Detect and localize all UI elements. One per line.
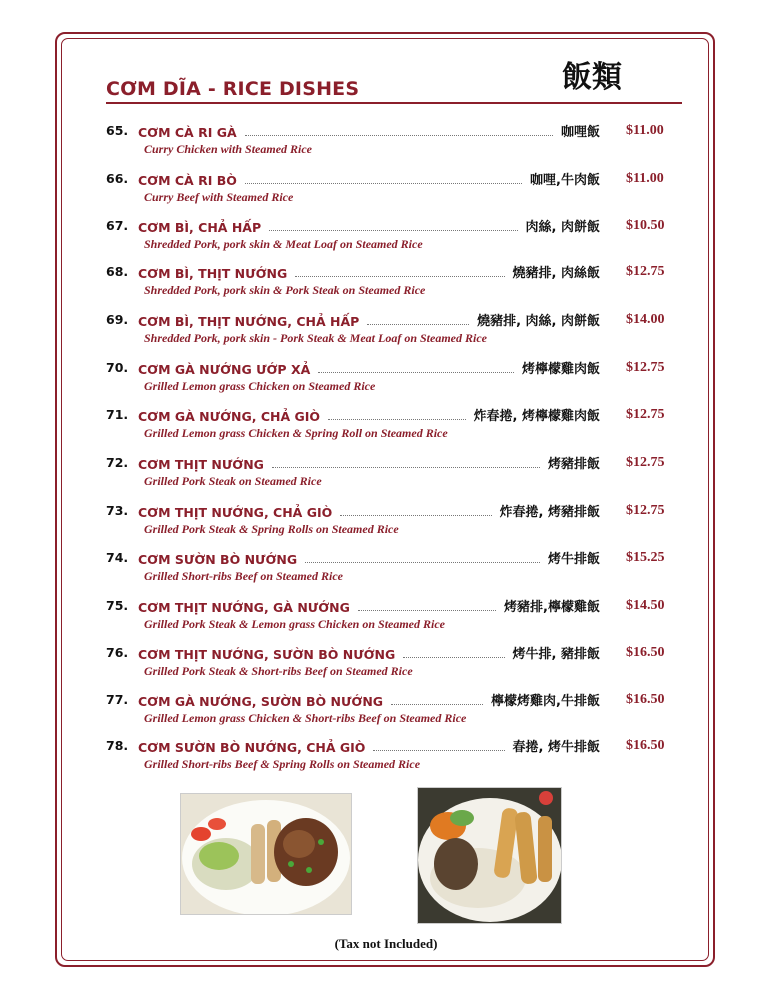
menu-item-description: Shredded Pork, pork skin - Pork Steak & Meat Loaf on Steamed Rice [144,331,487,345]
menu-item-number: 65. [106,123,129,138]
menu-item-number: 68. [106,264,129,279]
section-header [106,56,682,104]
menu-item-number: 69. [106,312,129,327]
menu-item-description: Grilled Pork Steak on Steamed Rice [144,474,322,488]
menu-item-chinese-name: 春捲, 烤牛排飯 [512,740,600,755]
dot-leader [295,275,504,277]
menu-item-name-line [138,264,600,281]
menu-item-description: Curry Beef with Steamed Rice [144,190,294,204]
menu-item [0,407,772,447]
menu-item-number: 70. [106,360,129,375]
menu-item-description: Grilled Short-ribs Beef on Steamed Rice [144,569,343,583]
menu-item-chinese-name: 烤豬排飯 [547,457,600,472]
menu-item-description: Grilled Pork Steak & Short-ribs Beef on Steamed Rice [144,664,413,678]
section-title: CƠM DĨA - RICE DISHES [106,78,360,100]
menu-item-price: $12.75 [626,264,665,279]
menu-item-name-line [138,360,600,377]
menu-item-description: Grilled Short-ribs Beef & Spring Rolls on Steamed Rice [144,757,421,771]
menu-item-price: $16.50 [626,738,665,753]
menu-item [0,264,772,304]
dot-leader [403,656,504,658]
menu-item-number: 72. [106,455,129,470]
food-photo-vermicelli-plate-icon [417,787,562,924]
menu-item-chinese-name: 檸檬烤雞肉,牛排飯 [491,694,600,709]
menu-item [0,598,772,638]
menu-item-number: 73. [106,503,129,518]
menu-item-price: $12.75 [626,360,665,375]
menu-item [0,645,772,685]
menu-item-name: CƠM BÌ, CHẢ HẤP [138,220,262,235]
menu-item [0,171,772,211]
menu-item-chinese-name: 燒豬排, 肉絲飯 [512,266,600,281]
menu-item-price: $14.00 [626,312,665,327]
menu-item-name: CƠM GÀ NƯỚNG, CHẢ GIÒ [138,409,321,424]
dot-leader [272,466,540,468]
menu-item-chinese-name: 肉絲, 肉餅飯 [525,220,600,235]
menu-item-price: $10.50 [626,218,665,233]
menu-item-price: $14.50 [626,598,665,613]
menu-item-name: CƠM GÀ NƯỚNG, SƯỜN BÒ NƯỚNG [138,694,384,709]
menu-item-number: 74. [106,550,129,565]
menu-item-number: 71. [106,407,129,422]
menu-item-price: $12.75 [626,455,665,470]
menu-item [0,455,772,495]
menu-item-number: 67. [106,218,129,233]
menu-item-name: CƠM THỊT NƯỚNG, GÀ NƯỚNG [138,600,350,615]
menu-item-description: Grilled Pork Steak & Spring Rolls on Steamed Rice [144,522,399,536]
menu-item-chinese-name: 烤牛排飯 [547,552,600,567]
menu-item-name-line [138,598,600,615]
menu-item-name: CƠM SƯỜN BÒ NƯỚNG [138,552,298,567]
menu-item-price: $12.75 [626,503,665,518]
menu-item-chinese-name: 燒豬排, 肉絲, 肉餅飯 [477,314,600,329]
menu-item [0,123,772,163]
menu-item-price: $11.00 [626,171,664,186]
menu-item-number: 66. [106,171,129,186]
menu-item-name: CƠM BÌ, THỊT NƯỚNG, CHẢ HẤP [138,314,360,329]
menu-item-name: CƠM THỊT NƯỚNG, CHẢ GIÒ [138,505,333,520]
menu-item-name-line [138,503,600,520]
section-title-chinese: 飯類 [562,60,622,95]
menu-item-chinese-name: 咖哩,牛肉飯 [530,173,600,188]
dot-leader [358,609,496,611]
menu-item-chinese-name: 炸春捲, 烤檸檬雞肉飯 [473,409,600,424]
dot-leader [318,371,514,373]
dot-leader [305,561,540,563]
menu-item-description: Grilled Lemon grass Chicken & Short-ribs Beef on Steamed Rice [144,711,467,725]
menu-item-description: Grilled Lemon grass Chicken & Spring Roll on Steamed Rice [144,426,448,440]
menu-item-number: 75. [106,598,129,613]
menu-item-name-line [138,738,600,755]
menu-item-chinese-name: 炸春捲, 烤豬排飯 [499,505,600,520]
dot-leader [269,229,517,231]
dot-leader [373,749,504,751]
menu-item-price: $11.00 [626,123,664,138]
menu-item-price: $15.25 [626,550,665,565]
food-photo-rice-plate-icon [180,793,352,915]
menu-item [0,692,772,732]
dot-leader [367,323,469,325]
menu-item-number: 77. [106,692,129,707]
menu-item-description: Shredded Pork, pork skin & Pork Steak on Steamed Rice [144,283,426,297]
menu-item-name: CƠM SƯỜN BÒ NƯỚNG, CHẢ GIÒ [138,740,366,755]
menu-item-name: CƠM BÌ, THỊT NƯỚNG [138,266,288,281]
tax-note: (Tax not Included) [334,936,438,951]
menu-item [0,503,772,543]
menu-item-chinese-name: 烤牛排, 豬排飯 [512,647,600,662]
menu-item [0,360,772,400]
menu-item-name-line [138,645,600,662]
menu-item-number: 78. [106,738,129,753]
menu-item [0,550,772,590]
menu-item-description: Shredded Pork, pork skin & Meat Loaf on Steamed Rice [144,237,423,251]
menu-item-name-line [138,123,600,140]
menu-item-price: $12.75 [626,407,665,422]
menu-item [0,312,772,352]
dot-leader [245,134,553,136]
menu-item-description: Grilled Pork Steak & Lemon grass Chicken on Steamed Rice [144,617,446,631]
dot-leader [245,182,522,184]
menu-item-name-line [138,218,600,235]
menu-item-name-line [138,692,600,709]
menu-item-name: CƠM CÀ RI BÒ [138,173,237,188]
menu-item-name: CƠM THỊT NƯỚNG, SƯỜN BÒ NƯỚNG [138,647,396,662]
dot-leader [340,514,491,516]
menu-item-name-line [138,455,600,472]
menu-item-name: CƠM CÀ RI GÀ [138,125,237,140]
menu-item [0,218,772,258]
menu-item-name-line [138,550,600,567]
menu-item-name: CƠM GÀ NƯỚNG ƯỚP XẢ [138,362,311,377]
menu-item-description: Grilled Lemon grass Chicken on Steamed Rice [144,379,376,393]
dot-leader [391,703,483,705]
menu-item-price: $16.50 [626,645,665,660]
menu-item-chinese-name: 烤豬排,檸檬雞飯 [504,600,600,615]
menu-item-number: 76. [106,645,129,660]
menu-item [0,738,772,778]
menu-item-chinese-name: 咖哩飯 [560,125,600,140]
menu-item-chinese-name: 烤檸檬雞肉飯 [521,362,600,377]
dot-leader [328,418,466,420]
menu-item-description: Curry Chicken with Steamed Rice [144,142,313,156]
menu-item-price: $16.50 [626,692,665,707]
menu-item-name-line [138,312,600,329]
menu-item-name-line [138,407,600,424]
menu-item-name: CƠM THỊT NƯỚNG [138,457,264,472]
menu-item-name-line [138,171,600,188]
